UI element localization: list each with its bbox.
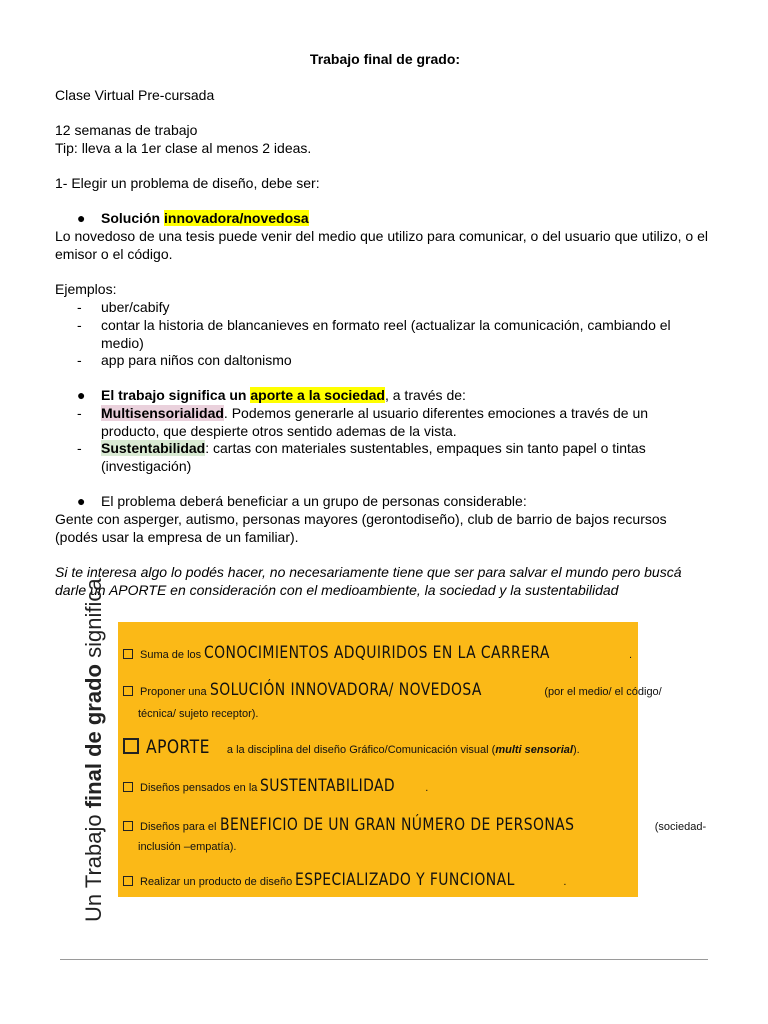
checkbox-icon <box>123 821 133 831</box>
svg-text:Un Trabajo final de grado sign: Un Trabajo final de grado significa <box>81 578 106 922</box>
class-line: Clase Virtual Pre-cursada <box>55 87 215 103</box>
figure-side-title <box>78 578 108 924</box>
highlight-multisensory: Multisensorialidad <box>101 405 224 421</box>
page-divider <box>60 959 708 960</box>
multisensory-item: - Multisensorialidad. Podemos generarle al usuario diferentes emociones a través de un producto, que despierte otros sentido ademas de la vista. <box>77 405 649 439</box>
people-paragraph: Gente con asperger, autismo, personas mayores (gerontodiseño), club de barrio de bajos recursos (podés usar la empresa de un familiar). <box>55 511 667 545</box>
figure-item: APORTE a la disciplina del diseño Gráfico/Comunicación visual (multi sensorial). <box>123 738 580 757</box>
step-one: 1- Elegir un problema de diseño, debe ser: <box>55 175 320 191</box>
example-item: - contar la historia de blancanieves en formato reel (actualizar la comunicación, cambiando el medio) <box>77 317 671 351</box>
bullet-dot: ● <box>77 210 86 226</box>
figure-card <box>118 622 707 897</box>
tip-line: Tip: lleva a la 1er clase al menos 2 ideas. <box>55 140 312 156</box>
figure-item: Suma de los CONOCIMIENTOS ADQUIRIDOS EN LA CARRERA . <box>123 646 632 662</box>
side-title-text <box>78 578 108 924</box>
bullet-dot: ● <box>77 387 86 403</box>
figure-item-sub: inclusión –empatía). <box>138 841 237 853</box>
figure-item: Diseños pensados en la SUSTENTABILIDAD . <box>123 779 428 795</box>
bullet-innovation <box>77 210 309 228</box>
bullet-label: Solución <box>101 210 164 226</box>
bullet-dot: ● <box>77 493 86 509</box>
highlight-society: aporte a la sociedad <box>250 387 385 403</box>
figure-item: Proponer una SOLUCIÓN INNOVADORA/ NOVEDOSA (por el medio/ el código/ <box>123 683 662 699</box>
bullet-benefit: ● El problema deberá beneficiar a un grupo de personas considerable: <box>77 493 527 509</box>
figure-item-sub: técnica/ sujeto receptor). <box>138 708 259 720</box>
checkbox-icon <box>123 876 133 886</box>
example-item: - app para niños con daltonismo <box>77 352 292 368</box>
checkbox-icon <box>123 649 133 659</box>
figure-item: Realizar un producto de diseño ESPECIALIZADO Y FUNCIONAL . <box>123 873 566 889</box>
italic-note: Si te interesa algo lo podés hacer, no necesariamente tiene que ser para salvar el mundo pero buscá darle un APORTE en consideración con el medioambiente, la sociedad y la sustentabilidad <box>55 564 682 598</box>
figure-item: Diseños para el BENEFICIO DE UN GRAN NÚMERO DE PERSONAS (sociedad- <box>123 818 706 834</box>
bullet-society: ● El trabajo significa un aporte a la sociedad, a través de: <box>77 387 466 403</box>
document-title: Trabajo final de grado: <box>309 51 461 67</box>
novelty-paragraph: Lo novedoso de una tesis puede venir del medio que utilizo para comunicar, o del usuario que utilizo, o el emisor o el código. <box>55 228 708 262</box>
example-item: - uber/cabify <box>77 299 170 315</box>
checkbox-icon <box>123 738 139 754</box>
weeks-line: 12 semanas de trabajo <box>55 122 198 138</box>
checkbox-icon <box>123 686 133 696</box>
examples-label: Ejemplos: <box>55 281 117 297</box>
sustainability-item: - Sustentabilidad: cartas con materiales sustentables, empaques sin tanto papel o tintas (investigación) <box>77 440 646 474</box>
highlight-sustainability: Sustentabilidad <box>101 440 206 456</box>
highlight-innovation: innovadora/novedosa <box>164 210 309 226</box>
checkbox-icon <box>123 782 133 792</box>
